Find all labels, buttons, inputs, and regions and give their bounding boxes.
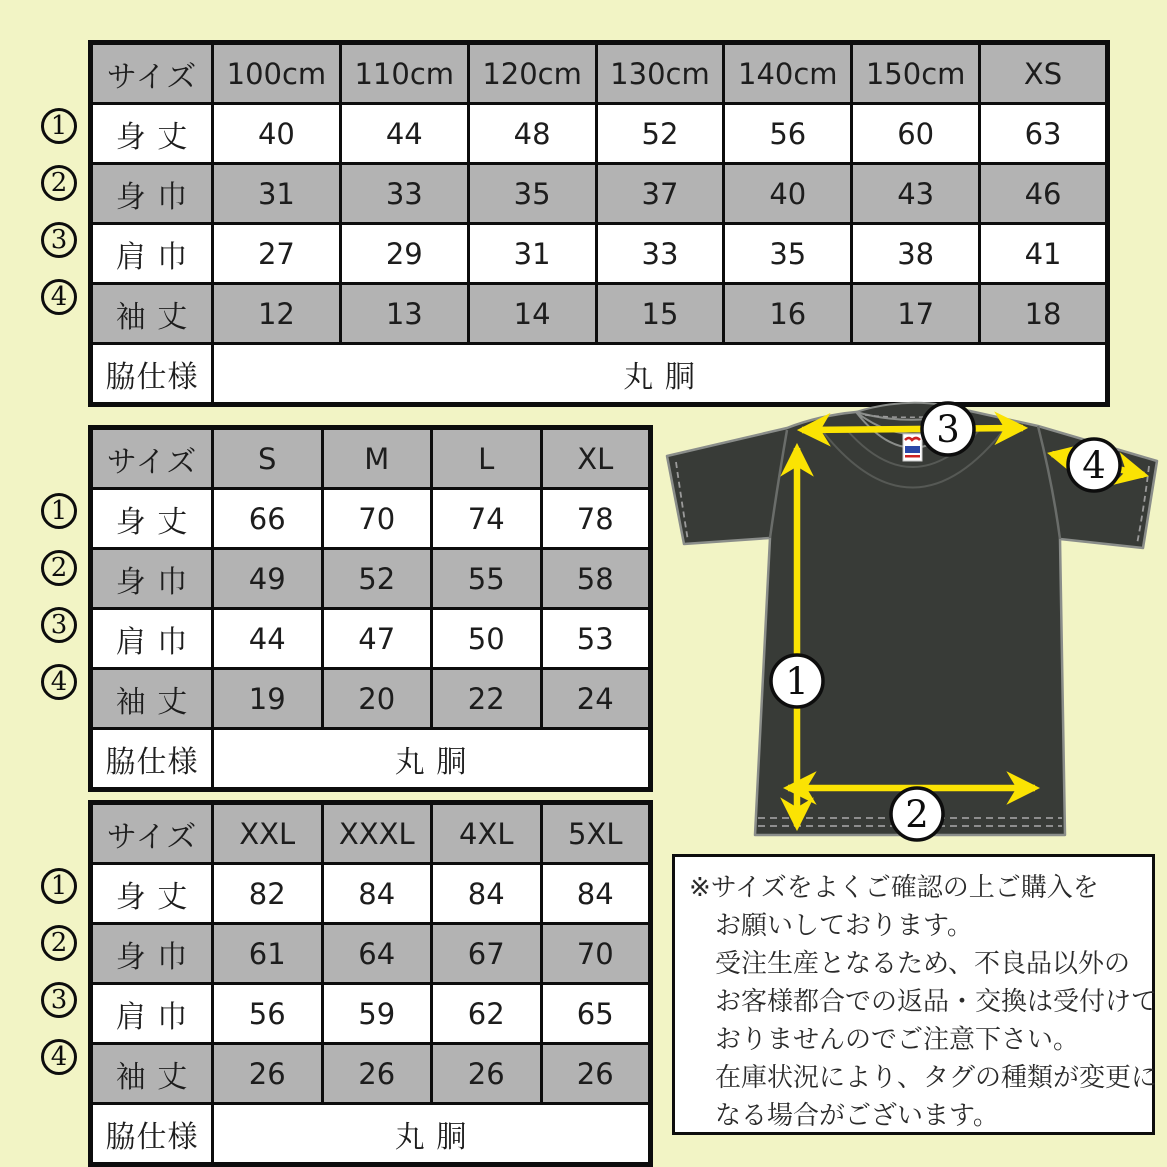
row-label-cell: 身 丈 xyxy=(91,104,213,164)
notice-line: 受注生産となるため、不良品以外の xyxy=(715,949,1130,979)
table-header-row xyxy=(91,428,651,489)
diagram-marker-length: 1 xyxy=(785,660,809,703)
purchase-notice-box xyxy=(672,854,1158,1135)
size-column-header: S xyxy=(213,428,323,489)
measurement-value-cell: 35 xyxy=(724,224,852,284)
measurement-value-cell: 60 xyxy=(852,104,980,164)
measurement-value-cell: 84 xyxy=(322,864,432,924)
measurement-value-cell: 70 xyxy=(322,489,432,549)
row-label-cell: 肩 巾 xyxy=(91,224,213,284)
measurement-value-cell: 33 xyxy=(596,224,724,284)
measurement-value-cell: 74 xyxy=(432,489,542,549)
measurement-value-cell: 26 xyxy=(213,1044,323,1104)
circled-number-marker: 4 xyxy=(41,1039,77,1075)
size-column-header: L xyxy=(432,428,542,489)
measurement-value-cell: 14 xyxy=(468,284,596,344)
table-row xyxy=(91,669,651,729)
row-label-cell: 身 巾 xyxy=(91,164,213,224)
notice-line: おりませんのでご注意下さい。 xyxy=(715,1025,1080,1055)
circled-number-marker: 3 xyxy=(41,607,77,643)
table-footer-row xyxy=(91,729,651,790)
row-label-cell: 身 巾 xyxy=(91,549,213,609)
measurement-value-cell: 31 xyxy=(468,224,596,284)
measurement-value-cell: 84 xyxy=(432,864,542,924)
measurement-value-cell: 37 xyxy=(596,164,724,224)
table-footer-row xyxy=(91,1104,651,1165)
circled-number-marker: 4 xyxy=(41,279,77,315)
table-row xyxy=(91,1044,651,1104)
row-label-cell: 袖 丈 xyxy=(91,284,213,344)
size-table-big xyxy=(50,800,653,1167)
measurement-value-cell: 78 xyxy=(541,489,651,549)
measurement-value-cell: 26 xyxy=(541,1044,651,1104)
measurement-value-cell: 52 xyxy=(596,104,724,164)
measurement-value-cell: 17 xyxy=(852,284,980,344)
measurement-value-cell: 44 xyxy=(340,104,468,164)
measurement-value-cell: 55 xyxy=(432,549,542,609)
measurement-value-cell: 33 xyxy=(340,164,468,224)
footer-value-cell: 丸 胴 xyxy=(213,729,651,790)
measurement-value-cell: 52 xyxy=(322,549,432,609)
notice-line: なる場合がございます。 xyxy=(715,1101,999,1131)
measurement-value-cell: 38 xyxy=(852,224,980,284)
measurement-value-cell: 40 xyxy=(724,164,852,224)
table-row xyxy=(91,104,1108,164)
measurement-value-cell: 19 xyxy=(213,669,323,729)
diagram-marker-sleeve: 4 xyxy=(1082,444,1106,487)
measurement-value-cell: 82 xyxy=(213,864,323,924)
row-label-cell: 身 巾 xyxy=(91,924,213,984)
table-header-row xyxy=(91,803,651,864)
notice-line: 在庫状況により、タグの種類が変更に xyxy=(715,1063,1158,1093)
size-column-header: 150cm xyxy=(852,43,980,104)
row-marker-gutter xyxy=(36,482,82,710)
tshirt-measurement-diagram xyxy=(660,398,1167,853)
circled-number-marker: 2 xyxy=(41,550,77,586)
table-row xyxy=(91,549,651,609)
size-table-adult xyxy=(50,425,653,792)
measurement-value-cell: 16 xyxy=(724,284,852,344)
table-row xyxy=(91,984,651,1044)
notice-line: ※サイズをよくご確認の上ご購入を xyxy=(689,873,1099,903)
circled-number-marker: 4 xyxy=(41,664,77,700)
notice-line: お願いしております。 xyxy=(715,911,973,941)
measurement-value-cell: 53 xyxy=(541,609,651,669)
tshirt-illustration xyxy=(660,398,1167,853)
measurement-value-cell: 24 xyxy=(541,669,651,729)
measurement-value-cell: 29 xyxy=(340,224,468,284)
size-column-header: 130cm xyxy=(596,43,724,104)
row-label-cell: 身 丈 xyxy=(91,489,213,549)
measurement-value-cell: 84 xyxy=(541,864,651,924)
footer-label-cell: 脇仕様 xyxy=(91,344,213,405)
circled-number-marker: 2 xyxy=(41,925,77,961)
measurement-value-cell: 12 xyxy=(213,284,341,344)
measurement-value-cell: 70 xyxy=(541,924,651,984)
measurement-value-cell: 27 xyxy=(213,224,341,284)
table-footer-row xyxy=(91,344,1108,405)
row-marker-gutter xyxy=(36,97,82,325)
measurement-value-cell: 48 xyxy=(468,104,596,164)
table-row xyxy=(91,864,651,924)
diagram-marker-width: 2 xyxy=(905,793,929,836)
measurement-value-cell: 22 xyxy=(432,669,542,729)
size-column-header: 120cm xyxy=(468,43,596,104)
shoulder-width-arrow xyxy=(802,428,1023,430)
size-column-header: XS xyxy=(980,43,1108,104)
measurement-value-cell: 64 xyxy=(322,924,432,984)
table-row xyxy=(91,224,1108,284)
measurement-value-cell: 47 xyxy=(322,609,432,669)
measurement-value-cell: 61 xyxy=(213,924,323,984)
size-header-cell: サイズ xyxy=(91,803,213,864)
measurement-value-cell: 67 xyxy=(432,924,542,984)
footer-value-cell: 丸 胴 xyxy=(213,344,1108,405)
circled-number-marker: 1 xyxy=(41,868,77,904)
collar-brand-tag xyxy=(903,434,922,461)
row-label-cell: 肩 巾 xyxy=(91,984,213,1044)
row-label-cell: 肩 巾 xyxy=(91,609,213,669)
row-label-cell: 袖 丈 xyxy=(91,669,213,729)
size-column-header: M xyxy=(322,428,432,489)
footer-value-cell: 丸 胴 xyxy=(213,1104,651,1165)
measurement-value-cell: 18 xyxy=(980,284,1108,344)
table-row xyxy=(91,924,651,984)
size-column-header: 4XL xyxy=(432,803,542,864)
row-label-cell: 身 丈 xyxy=(91,864,213,924)
measurement-value-cell: 46 xyxy=(980,164,1108,224)
size-column-header: 140cm xyxy=(724,43,852,104)
measurement-value-cell: 15 xyxy=(596,284,724,344)
size-column-header: XXXL xyxy=(322,803,432,864)
footer-label-cell: 脇仕様 xyxy=(91,1104,213,1165)
circled-number-marker: 2 xyxy=(41,165,77,201)
size-column-header: XL xyxy=(541,428,651,489)
measurement-value-cell: 62 xyxy=(432,984,542,1044)
measurement-value-cell: 58 xyxy=(541,549,651,609)
measurement-value-cell: 63 xyxy=(980,104,1108,164)
measurement-value-cell: 31 xyxy=(213,164,341,224)
measurement-value-cell: 65 xyxy=(541,984,651,1044)
table-row xyxy=(91,489,651,549)
circled-number-marker: 3 xyxy=(41,222,77,258)
measurement-value-cell: 56 xyxy=(213,984,323,1044)
table-row xyxy=(91,164,1108,224)
measurement-value-cell: 56 xyxy=(724,104,852,164)
measurement-value-cell: 26 xyxy=(322,1044,432,1104)
measurement-value-cell: 59 xyxy=(322,984,432,1044)
measurement-value-cell: 40 xyxy=(213,104,341,164)
size-column-header: 100cm xyxy=(213,43,341,104)
measurement-value-cell: 35 xyxy=(468,164,596,224)
table-row xyxy=(91,284,1108,344)
footer-label-cell: 脇仕様 xyxy=(91,729,213,790)
circled-number-marker: 1 xyxy=(41,493,77,529)
measurement-value-cell: 20 xyxy=(322,669,432,729)
diagram-marker-shoulder: 3 xyxy=(936,408,960,451)
circled-number-marker: 3 xyxy=(41,982,77,1018)
circled-number-marker: 1 xyxy=(41,108,77,144)
table-header-row xyxy=(91,43,1108,104)
size-header-cell: サイズ xyxy=(91,43,213,104)
row-marker-gutter xyxy=(36,857,82,1085)
measurement-value-cell: 41 xyxy=(980,224,1108,284)
measurement-value-cell: 66 xyxy=(213,489,323,549)
measurement-value-cell: 50 xyxy=(432,609,542,669)
notice-line: お客様都合での返品・交換は受付けて xyxy=(715,987,1158,1017)
measurement-value-cell: 43 xyxy=(852,164,980,224)
measurement-value-cell: 44 xyxy=(213,609,323,669)
measurement-value-cell: 26 xyxy=(432,1044,542,1104)
size-table-kids xyxy=(50,40,1110,407)
measurement-value-cell: 13 xyxy=(340,284,468,344)
size-column-header: 110cm xyxy=(340,43,468,104)
size-column-header: XXL xyxy=(213,803,323,864)
table-row xyxy=(91,609,651,669)
row-label-cell: 袖 丈 xyxy=(91,1044,213,1104)
size-header-cell: サイズ xyxy=(91,428,213,489)
measurement-value-cell: 49 xyxy=(213,549,323,609)
size-column-header: 5XL xyxy=(541,803,651,864)
